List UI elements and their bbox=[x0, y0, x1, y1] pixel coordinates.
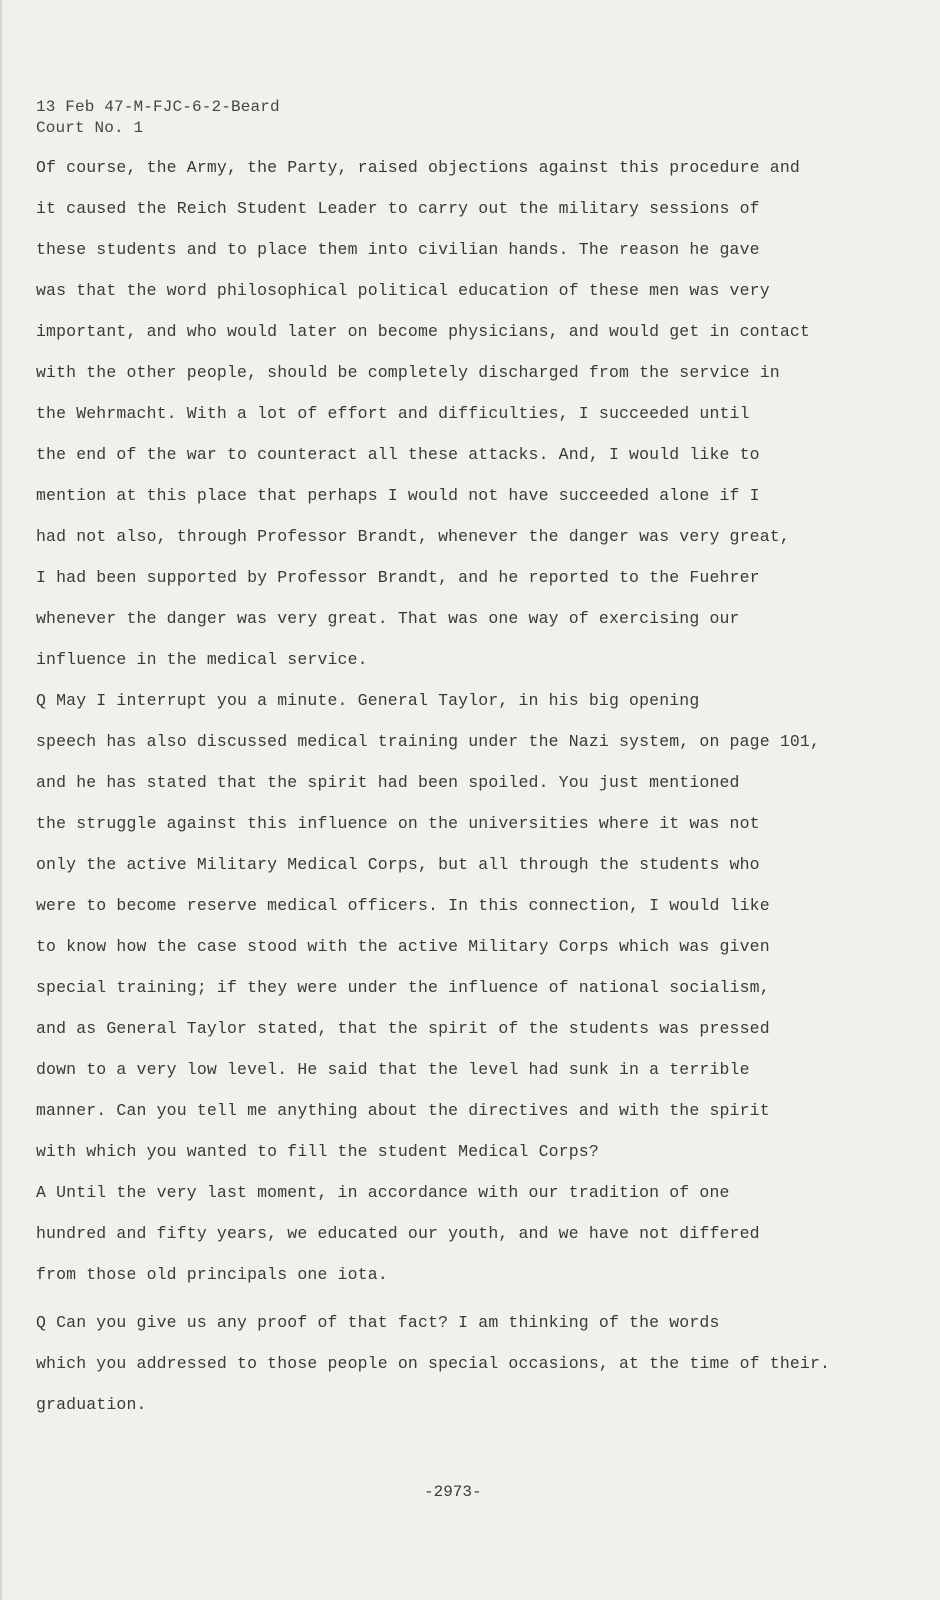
text-line: Of course, the Army, the Party, raised objections against this procedure and bbox=[36, 158, 800, 177]
text-line: manner. Can you tell me anything about the directives and with the spirit bbox=[36, 1101, 770, 1120]
text-line: influence in the medical service. bbox=[36, 650, 368, 669]
header-date-line: 13 Feb 47-M-FJC-6-2-Beard bbox=[36, 98, 280, 116]
text-line: Q May I interrupt you a minute. General Taylor, in his big opening bbox=[36, 691, 700, 710]
page-number: -2973- bbox=[424, 1483, 482, 1501]
header-court-line: Court No. 1 bbox=[36, 119, 144, 137]
page-edge bbox=[0, 0, 2, 1600]
text-line: I had been supported by Professor Brandt, and he reported to the Fuehrer bbox=[36, 568, 760, 587]
text-line: was that the word philosophical political education of these men was very bbox=[36, 281, 770, 300]
text-line: these students and to place them into civilian hands. The reason he gave bbox=[36, 240, 760, 259]
text-line: the Wehrmacht. With a lot of effort and difficulties, I succeeded until bbox=[36, 404, 750, 423]
text-line: the struggle against this influence on the universities where it was not bbox=[36, 814, 760, 833]
text-line: hundred and fifty years, we educated our youth, and we have not differed bbox=[36, 1224, 760, 1243]
text-line: from those old principals one iota. bbox=[36, 1265, 388, 1284]
text-line: A Until the very last moment, in accordance with our tradition of one bbox=[36, 1183, 730, 1202]
text-line: graduation. bbox=[36, 1395, 147, 1414]
text-line: with the other people, should be completely discharged from the service in bbox=[36, 363, 780, 382]
text-line: which you addressed to those people on special occasions, at the time of their. bbox=[36, 1354, 831, 1373]
text-line: down to a very low level. He said that the level had sunk in a terrible bbox=[36, 1060, 750, 1079]
text-line: with which you wanted to fill the student Medical Corps? bbox=[36, 1142, 599, 1161]
text-line: were to become reserve medical officers. In this connection, I would like bbox=[36, 896, 770, 915]
text-line: to know how the case stood with the active Military Corps which was given bbox=[36, 937, 770, 956]
text-line: Q Can you give us any proof of that fact? I am thinking of the words bbox=[36, 1313, 720, 1332]
text-line: the end of the war to counteract all these attacks. And, I would like to bbox=[36, 445, 760, 464]
text-line: mention at this place that perhaps I would not have succeeded alone if I bbox=[36, 486, 760, 505]
text-line: speech has also discussed medical training under the Nazi system, on page 101, bbox=[36, 732, 821, 751]
text-line: and he has stated that the spirit had been spoiled. You just mentioned bbox=[36, 773, 740, 792]
text-line: and as General Taylor stated, that the spirit of the students was pressed bbox=[36, 1019, 770, 1038]
text-line: whenever the danger was very great. That was one way of exercising our bbox=[36, 609, 740, 628]
text-line: had not also, through Professor Brandt, whenever the danger was very great, bbox=[36, 527, 790, 546]
text-line: only the active Military Medical Corps, but all through the students who bbox=[36, 855, 760, 874]
text-line: special training; if they were under the influence of national socialism, bbox=[36, 978, 770, 997]
text-line: important, and who would later on become physicians, and would get in contact bbox=[36, 322, 810, 341]
text-line: it caused the Reich Student Leader to carry out the military sessions of bbox=[36, 199, 760, 218]
